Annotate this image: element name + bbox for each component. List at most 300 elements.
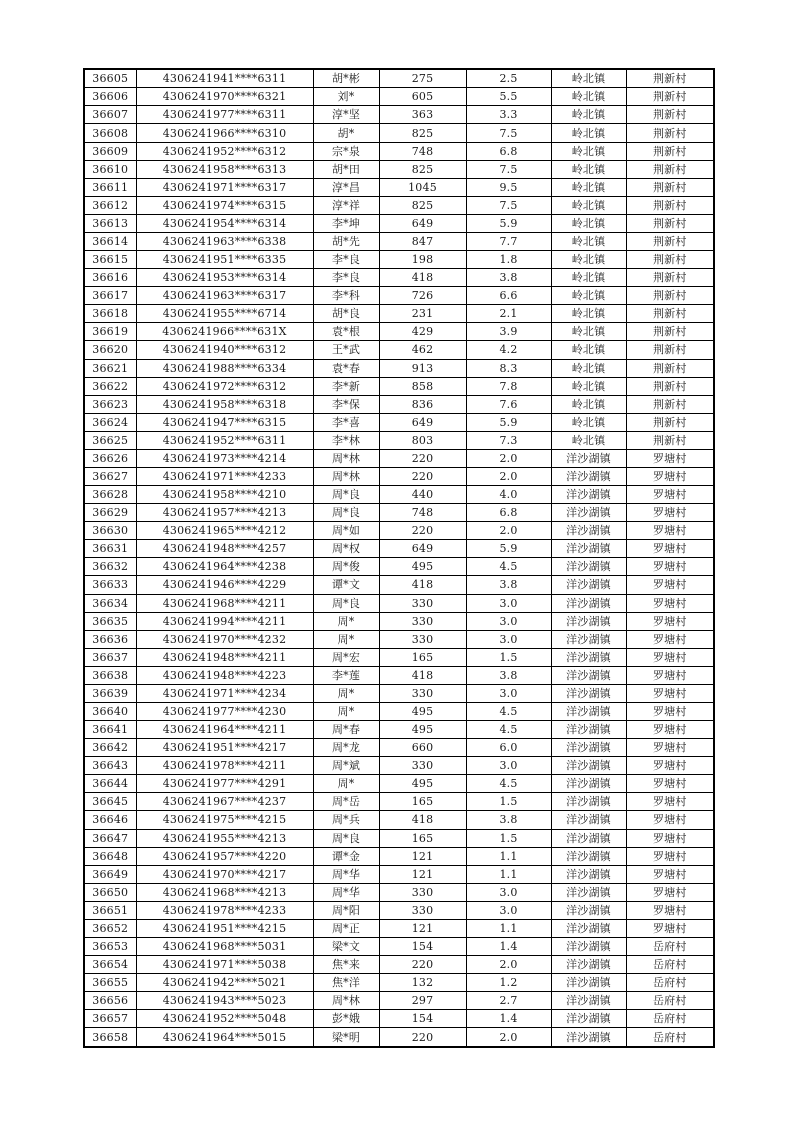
cell-value: 2.0 <box>466 449 551 467</box>
cell-serial: 36642 <box>84 739 136 757</box>
cell-value: 2.0 <box>466 522 551 540</box>
cell-masked-id: 4306241967****4237 <box>136 793 313 811</box>
cell-village: 荆新村 <box>626 323 714 341</box>
cell-town: 洋沙湖镇 <box>551 974 626 992</box>
cell-town: 岭北镇 <box>551 178 626 196</box>
cell-town: 岭北镇 <box>551 395 626 413</box>
cell-serial: 36647 <box>84 829 136 847</box>
table-row <box>84 142 714 160</box>
cell-amount: 275 <box>379 69 466 88</box>
cell-serial: 36634 <box>84 594 136 612</box>
cell-amount: 165 <box>379 648 466 666</box>
cell-masked-id: 4306241970****4232 <box>136 630 313 648</box>
cell-serial: 36612 <box>84 196 136 214</box>
cell-name: 李*林 <box>313 431 379 449</box>
cell-serial: 36632 <box>84 558 136 576</box>
cell-value: 4.5 <box>466 702 551 720</box>
cell-masked-id: 4306241952****6311 <box>136 431 313 449</box>
cell-serial: 36654 <box>84 956 136 974</box>
cell-town: 洋沙湖镇 <box>551 829 626 847</box>
cell-serial: 36626 <box>84 449 136 467</box>
cell-town: 岭北镇 <box>551 232 626 250</box>
cell-value: 1.1 <box>466 865 551 883</box>
table-row <box>84 287 714 305</box>
cell-town: 岭北镇 <box>551 251 626 269</box>
cell-amount: 220 <box>379 1028 466 1047</box>
cell-amount: 495 <box>379 775 466 793</box>
cell-village: 岳府村 <box>626 1028 714 1047</box>
cell-masked-id: 4306241964****5015 <box>136 1028 313 1047</box>
table-row <box>84 486 714 504</box>
cell-amount: 660 <box>379 739 466 757</box>
cell-amount: 220 <box>379 467 466 485</box>
cell-value: 1.5 <box>466 648 551 666</box>
cell-name: 周* <box>313 775 379 793</box>
table-row <box>84 956 714 974</box>
cell-masked-id: 4306241975****4215 <box>136 811 313 829</box>
cell-name: 李*莲 <box>313 666 379 684</box>
cell-masked-id: 4306241952****6312 <box>136 142 313 160</box>
cell-town: 洋沙湖镇 <box>551 702 626 720</box>
table-row <box>84 214 714 232</box>
cell-serial: 36636 <box>84 630 136 648</box>
cell-town: 岭北镇 <box>551 160 626 178</box>
cell-amount: 1045 <box>379 178 466 196</box>
table-row <box>84 847 714 865</box>
cell-serial: 36655 <box>84 974 136 992</box>
roster-table-body <box>84 69 714 1047</box>
cell-masked-id: 4306241943****5023 <box>136 992 313 1010</box>
table-row <box>84 684 714 702</box>
cell-value: 1.1 <box>466 919 551 937</box>
table-row <box>84 196 714 214</box>
cell-town: 岭北镇 <box>551 142 626 160</box>
table-row <box>84 504 714 522</box>
cell-serial: 36625 <box>84 431 136 449</box>
cell-amount: 858 <box>379 377 466 395</box>
cell-town: 洋沙湖镇 <box>551 558 626 576</box>
cell-name: 周*良 <box>313 486 379 504</box>
cell-name: 周*林 <box>313 449 379 467</box>
cell-masked-id: 4306241951****4215 <box>136 919 313 937</box>
cell-town: 洋沙湖镇 <box>551 522 626 540</box>
table-row <box>84 612 714 630</box>
cell-value: 3.8 <box>466 666 551 684</box>
cell-name: 周*龙 <box>313 739 379 757</box>
cell-town: 岭北镇 <box>551 305 626 323</box>
cell-masked-id: 4306241954****6314 <box>136 214 313 232</box>
cell-village: 荆新村 <box>626 341 714 359</box>
cell-value: 5.9 <box>466 214 551 232</box>
cell-serial: 36633 <box>84 576 136 594</box>
cell-name: 周*良 <box>313 594 379 612</box>
cell-masked-id: 4306241966****631X <box>136 323 313 341</box>
cell-masked-id: 4306241948****4211 <box>136 648 313 666</box>
cell-serial: 36620 <box>84 341 136 359</box>
cell-amount: 495 <box>379 721 466 739</box>
cell-amount: 165 <box>379 793 466 811</box>
table-row <box>84 540 714 558</box>
cell-name: 梁*明 <box>313 1028 379 1047</box>
cell-masked-id: 4306241942****5021 <box>136 974 313 992</box>
cell-amount: 220 <box>379 449 466 467</box>
cell-value: 1.4 <box>466 938 551 956</box>
cell-masked-id: 4306241994****4211 <box>136 612 313 630</box>
cell-amount: 418 <box>379 666 466 684</box>
cell-value: 3.0 <box>466 757 551 775</box>
cell-amount: 132 <box>379 974 466 992</box>
cell-value: 1.5 <box>466 829 551 847</box>
table-row <box>84 467 714 485</box>
cell-amount: 825 <box>379 124 466 142</box>
cell-amount: 363 <box>379 106 466 124</box>
cell-village: 罗塘村 <box>626 702 714 720</box>
cell-village: 罗塘村 <box>626 865 714 883</box>
table-row <box>84 413 714 431</box>
cell-value: 3.8 <box>466 269 551 287</box>
cell-name: 周* <box>313 702 379 720</box>
cell-amount: 297 <box>379 992 466 1010</box>
table-row <box>84 377 714 395</box>
table-row <box>84 522 714 540</box>
cell-name: 胡*良 <box>313 305 379 323</box>
cell-town: 洋沙湖镇 <box>551 901 626 919</box>
cell-masked-id: 4306241951****4217 <box>136 739 313 757</box>
cell-amount: 649 <box>379 540 466 558</box>
cell-town: 洋沙湖镇 <box>551 919 626 937</box>
cell-name: 周*如 <box>313 522 379 540</box>
cell-name: 李*喜 <box>313 413 379 431</box>
cell-name: 周*林 <box>313 992 379 1010</box>
cell-value: 2.0 <box>466 1028 551 1047</box>
cell-village: 罗塘村 <box>626 739 714 757</box>
cell-village: 罗塘村 <box>626 648 714 666</box>
cell-serial: 36641 <box>84 721 136 739</box>
table-row <box>84 305 714 323</box>
cell-village: 罗塘村 <box>626 775 714 793</box>
cell-masked-id: 4306241965****4212 <box>136 522 313 540</box>
cell-name: 周*阳 <box>313 901 379 919</box>
cell-name: 李*科 <box>313 287 379 305</box>
table-row <box>84 106 714 124</box>
cell-value: 4.2 <box>466 341 551 359</box>
cell-village: 罗塘村 <box>626 504 714 522</box>
cell-masked-id: 4306241968****5031 <box>136 938 313 956</box>
cell-value: 4.0 <box>466 486 551 504</box>
cell-village: 荆新村 <box>626 269 714 287</box>
table-row <box>84 793 714 811</box>
cell-village: 荆新村 <box>626 88 714 106</box>
cell-amount: 121 <box>379 919 466 937</box>
cell-name: 周*良 <box>313 829 379 847</box>
cell-serial: 36627 <box>84 467 136 485</box>
cell-amount: 418 <box>379 576 466 594</box>
cell-amount: 748 <box>379 504 466 522</box>
cell-town: 洋沙湖镇 <box>551 793 626 811</box>
table-row <box>84 160 714 178</box>
cell-town: 洋沙湖镇 <box>551 757 626 775</box>
cell-town: 岭北镇 <box>551 124 626 142</box>
cell-masked-id: 4306241955****4213 <box>136 829 313 847</box>
cell-name: 胡*田 <box>313 160 379 178</box>
cell-masked-id: 4306241941****6311 <box>136 69 313 88</box>
cell-serial: 36618 <box>84 305 136 323</box>
cell-amount: 418 <box>379 811 466 829</box>
cell-village: 罗塘村 <box>626 684 714 702</box>
cell-village: 荆新村 <box>626 431 714 449</box>
cell-serial: 36651 <box>84 901 136 919</box>
cell-masked-id: 4306241957****4220 <box>136 847 313 865</box>
cell-name: 袁*根 <box>313 323 379 341</box>
cell-town: 洋沙湖镇 <box>551 612 626 630</box>
cell-amount: 913 <box>379 359 466 377</box>
cell-village: 罗塘村 <box>626 630 714 648</box>
cell-masked-id: 4306241977****4230 <box>136 702 313 720</box>
cell-serial: 36611 <box>84 178 136 196</box>
cell-name: 胡* <box>313 124 379 142</box>
table-row <box>84 739 714 757</box>
cell-town: 洋沙湖镇 <box>551 504 626 522</box>
cell-serial: 36623 <box>84 395 136 413</box>
cell-name: 周*斌 <box>313 757 379 775</box>
cell-masked-id: 4306241974****6315 <box>136 196 313 214</box>
cell-masked-id: 4306241971****5038 <box>136 956 313 974</box>
cell-name: 周* <box>313 684 379 702</box>
cell-name: 周*权 <box>313 540 379 558</box>
cell-serial: 36619 <box>84 323 136 341</box>
cell-town: 岭北镇 <box>551 69 626 88</box>
cell-town: 洋沙湖镇 <box>551 847 626 865</box>
cell-name: 李*良 <box>313 251 379 269</box>
cell-masked-id: 4306241957****4213 <box>136 504 313 522</box>
cell-value: 3.0 <box>466 684 551 702</box>
cell-village: 荆新村 <box>626 359 714 377</box>
cell-name: 李*新 <box>313 377 379 395</box>
table-row <box>84 232 714 250</box>
cell-town: 洋沙湖镇 <box>551 992 626 1010</box>
cell-serial: 36638 <box>84 666 136 684</box>
table-row <box>84 1028 714 1047</box>
cell-amount: 198 <box>379 251 466 269</box>
cell-masked-id: 4306241978****4233 <box>136 901 313 919</box>
table-row <box>84 666 714 684</box>
cell-name: 梁*文 <box>313 938 379 956</box>
cell-village: 罗塘村 <box>626 612 714 630</box>
cell-town: 岭北镇 <box>551 88 626 106</box>
table-row <box>84 829 714 847</box>
cell-serial: 36635 <box>84 612 136 630</box>
cell-masked-id: 4306241968****4213 <box>136 883 313 901</box>
cell-village: 罗塘村 <box>626 811 714 829</box>
cell-value: 3.0 <box>466 901 551 919</box>
cell-town: 洋沙湖镇 <box>551 594 626 612</box>
cell-value: 3.8 <box>466 811 551 829</box>
cell-masked-id: 4306241970****6321 <box>136 88 313 106</box>
cell-serial: 36637 <box>84 648 136 666</box>
cell-town: 洋沙湖镇 <box>551 865 626 883</box>
cell-value: 4.5 <box>466 558 551 576</box>
cell-serial: 36657 <box>84 1010 136 1028</box>
table-row <box>84 341 714 359</box>
cell-amount: 825 <box>379 196 466 214</box>
cell-value: 7.5 <box>466 124 551 142</box>
cell-serial: 36630 <box>84 522 136 540</box>
cell-masked-id: 4306241958****6318 <box>136 395 313 413</box>
cell-town: 洋沙湖镇 <box>551 666 626 684</box>
cell-serial: 36639 <box>84 684 136 702</box>
cell-masked-id: 4306241963****6338 <box>136 232 313 250</box>
cell-amount: 605 <box>379 88 466 106</box>
cell-serial: 36622 <box>84 377 136 395</box>
cell-village: 荆新村 <box>626 124 714 142</box>
cell-masked-id: 4306241953****6314 <box>136 269 313 287</box>
cell-village: 罗塘村 <box>626 829 714 847</box>
cell-town: 岭北镇 <box>551 287 626 305</box>
cell-amount: 847 <box>379 232 466 250</box>
cell-village: 罗塘村 <box>626 449 714 467</box>
cell-town: 岭北镇 <box>551 341 626 359</box>
cell-serial: 36617 <box>84 287 136 305</box>
cell-village: 荆新村 <box>626 106 714 124</box>
cell-village: 荆新村 <box>626 287 714 305</box>
cell-serial: 36631 <box>84 540 136 558</box>
cell-value: 1.1 <box>466 847 551 865</box>
cell-amount: 121 <box>379 865 466 883</box>
cell-name: 周*兵 <box>313 811 379 829</box>
cell-masked-id: 4306241971****4234 <box>136 684 313 702</box>
cell-village: 荆新村 <box>626 160 714 178</box>
cell-name: 李*坤 <box>313 214 379 232</box>
cell-value: 7.8 <box>466 377 551 395</box>
cell-masked-id: 4306241971****6317 <box>136 178 313 196</box>
table-row <box>84 1010 714 1028</box>
table-row <box>84 702 714 720</box>
cell-town: 洋沙湖镇 <box>551 684 626 702</box>
cell-amount: 330 <box>379 883 466 901</box>
cell-town: 洋沙湖镇 <box>551 540 626 558</box>
cell-serial: 36621 <box>84 359 136 377</box>
cell-value: 1.2 <box>466 974 551 992</box>
roster-table <box>83 68 715 1048</box>
cell-town: 岭北镇 <box>551 431 626 449</box>
cell-name: 周*春 <box>313 721 379 739</box>
cell-name: 周*良 <box>313 504 379 522</box>
cell-value: 7.3 <box>466 431 551 449</box>
cell-town: 岭北镇 <box>551 196 626 214</box>
table-row <box>84 721 714 739</box>
cell-amount: 440 <box>379 486 466 504</box>
cell-value: 6.8 <box>466 142 551 160</box>
cell-value: 2.7 <box>466 992 551 1010</box>
cell-serial: 36646 <box>84 811 136 829</box>
cell-value: 5.5 <box>466 88 551 106</box>
cell-serial: 36607 <box>84 106 136 124</box>
cell-name: 胡*彬 <box>313 69 379 88</box>
cell-town: 洋沙湖镇 <box>551 883 626 901</box>
cell-serial: 36656 <box>84 992 136 1010</box>
cell-value: 6.8 <box>466 504 551 522</box>
cell-serial: 36613 <box>84 214 136 232</box>
cell-value: 1.4 <box>466 1010 551 1028</box>
cell-amount: 836 <box>379 395 466 413</box>
cell-amount: 330 <box>379 630 466 648</box>
table-row <box>84 757 714 775</box>
cell-town: 洋沙湖镇 <box>551 486 626 504</box>
cell-town: 洋沙湖镇 <box>551 956 626 974</box>
cell-amount: 649 <box>379 413 466 431</box>
cell-value: 2.5 <box>466 69 551 88</box>
table-row <box>84 251 714 269</box>
cell-masked-id: 4306241948****4223 <box>136 666 313 684</box>
cell-serial: 36653 <box>84 938 136 956</box>
cell-name: 周* <box>313 630 379 648</box>
cell-masked-id: 4306241963****6317 <box>136 287 313 305</box>
cell-village: 罗塘村 <box>626 558 714 576</box>
cell-village: 罗塘村 <box>626 901 714 919</box>
cell-village: 荆新村 <box>626 214 714 232</box>
cell-amount: 726 <box>379 287 466 305</box>
cell-serial: 36644 <box>84 775 136 793</box>
cell-serial: 36643 <box>84 757 136 775</box>
cell-village: 岳府村 <box>626 974 714 992</box>
cell-masked-id: 4306241977****4291 <box>136 775 313 793</box>
table-row <box>84 576 714 594</box>
cell-amount: 330 <box>379 612 466 630</box>
cell-village: 罗塘村 <box>626 847 714 865</box>
cell-masked-id: 4306241951****6335 <box>136 251 313 269</box>
cell-serial: 36606 <box>84 88 136 106</box>
cell-town: 洋沙湖镇 <box>551 467 626 485</box>
cell-value: 4.5 <box>466 721 551 739</box>
cell-masked-id: 4306241966****6310 <box>136 124 313 142</box>
cell-name: 周* <box>313 612 379 630</box>
cell-village: 荆新村 <box>626 395 714 413</box>
cell-town: 岭北镇 <box>551 413 626 431</box>
cell-town: 洋沙湖镇 <box>551 811 626 829</box>
cell-name: 刘* <box>313 88 379 106</box>
table-row <box>84 883 714 901</box>
cell-amount: 803 <box>379 431 466 449</box>
cell-value: 3.0 <box>466 883 551 901</box>
table-row <box>84 775 714 793</box>
cell-serial: 36609 <box>84 142 136 160</box>
cell-masked-id: 4306241952****5048 <box>136 1010 313 1028</box>
cell-village: 罗塘村 <box>626 522 714 540</box>
cell-serial: 36652 <box>84 919 136 937</box>
cell-name: 周*华 <box>313 883 379 901</box>
cell-name: 胡*先 <box>313 232 379 250</box>
cell-village: 岳府村 <box>626 956 714 974</box>
cell-serial: 36640 <box>84 702 136 720</box>
cell-amount: 330 <box>379 684 466 702</box>
cell-masked-id: 4306241946****4229 <box>136 576 313 594</box>
cell-serial: 36615 <box>84 251 136 269</box>
cell-name: 淳*坚 <box>313 106 379 124</box>
cell-village: 罗塘村 <box>626 540 714 558</box>
cell-value: 7.6 <box>466 395 551 413</box>
cell-value: 6.0 <box>466 739 551 757</box>
cell-serial: 36614 <box>84 232 136 250</box>
table-row <box>84 359 714 377</box>
cell-amount: 220 <box>379 522 466 540</box>
cell-value: 3.0 <box>466 612 551 630</box>
cell-village: 罗塘村 <box>626 467 714 485</box>
cell-value: 8.3 <box>466 359 551 377</box>
cell-value: 7.5 <box>466 160 551 178</box>
cell-village: 荆新村 <box>626 251 714 269</box>
cell-masked-id: 4306241973****4214 <box>136 449 313 467</box>
table-row <box>84 938 714 956</box>
